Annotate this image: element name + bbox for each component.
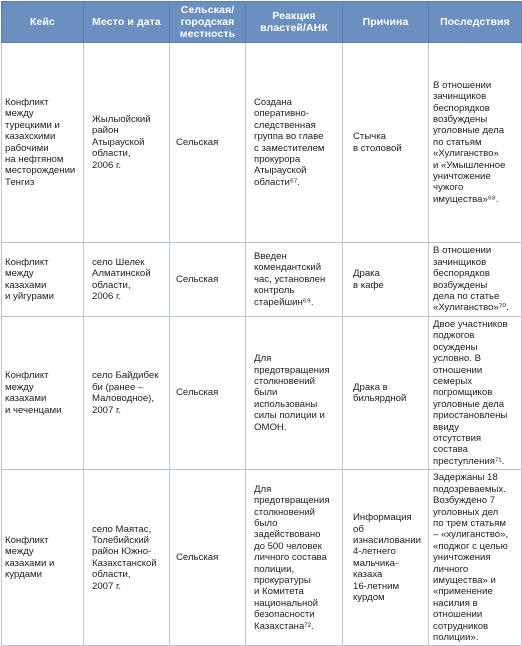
cell-response: Для предотвращения столкновений были использованы силы полиции и ОМОН.: [246, 317, 343, 470]
cell-case: Конфликт между казахами и курдами: [2, 470, 84, 646]
table-row: [2, 43, 522, 243]
cell-cause: Информация об изнасиловании 4-летнего мальчика-казаха 16-летним курдом: [343, 470, 429, 646]
column-header-consequences: Последствия: [429, 2, 522, 43]
cell-place-date: село Байдибек би (ранее – Маловодное), 2007 г.: [84, 317, 170, 470]
column-header-area: Сельская/ городская местность: [170, 2, 246, 43]
table-row: [2, 317, 522, 470]
cell-area: Сельская: [170, 43, 246, 243]
cell-case: Конфликт между турецкими и казахскими рабочими на нефтяном месторождении Тенгиз: [2, 43, 84, 243]
cell-consequences: В отношении зачинщиков беспорядков возбуждены уголовные дела по статьям «Хулиганство» и «Умышленное уничтожение чужого имущества»⁶⁸.: [429, 43, 522, 243]
cell-response: Создана оперативно- следственная группа во главе с заместителем прокурора Атырауской области⁶⁷.: [246, 43, 343, 243]
column-header-response: Реакция властей/АНК: [246, 2, 343, 43]
column-header-case: Кейс: [2, 2, 84, 43]
header-row: [2, 2, 522, 43]
cell-consequences: В отношении зачинщиков беспорядков возбуждены дела по статье «Хулиганство»⁷⁰.: [429, 243, 522, 317]
cell-case: Конфликт между казахами и уйгурами: [2, 243, 84, 317]
cell-case: Конфликт между казахами и чеченцами: [2, 317, 84, 470]
cell-consequences: Двое участников поджогов осуждены условно. В отношении семерых погромщиков уголовные дела приостановлены ввиду отсутствия состава преступления⁷¹.: [429, 317, 522, 470]
cell-response: Для предотвращения столкновений было задействовано до 500 человек личного состава полиции, прокуратуры и Комитета национальной безопасности Казахстана⁷².: [246, 470, 343, 646]
cell-place-date: село Шелек Алматинской области, 2006 г.: [84, 243, 170, 317]
table-row: [2, 470, 522, 646]
cell-response: Введен комендантский час, установлен контроль старейшин⁶⁹.: [246, 243, 343, 317]
cell-cause: Драка в бильярдной: [343, 317, 429, 470]
column-header-place-date: Место и дата: [84, 2, 170, 43]
column-header-cause: Причина: [343, 2, 429, 43]
cell-area: Сельская: [170, 243, 246, 317]
cell-area: Сельская: [170, 470, 246, 646]
cell-place-date: Жылыойский район Атырауской области, 2006 г.: [84, 43, 170, 243]
cell-cause: Драка в кафе: [343, 243, 429, 317]
incidents-table: [1, 1, 522, 646]
cell-cause: Стычка в столовой: [343, 43, 429, 243]
cell-consequences: Задержаны 18 подозреваемых. Возбуждено 7 уголовных дел по трем статьям – «хулиганство», «поджог с целью уничтожения личного имущества» и «применение насилия в отношении сотрудников полиции».: [429, 470, 522, 646]
cell-place-date: село Маятас, Толебийский район Южно- Казахстанской области, 2007 г.: [84, 470, 170, 646]
table-row: [2, 243, 522, 317]
cell-area: Сельская: [170, 317, 246, 470]
